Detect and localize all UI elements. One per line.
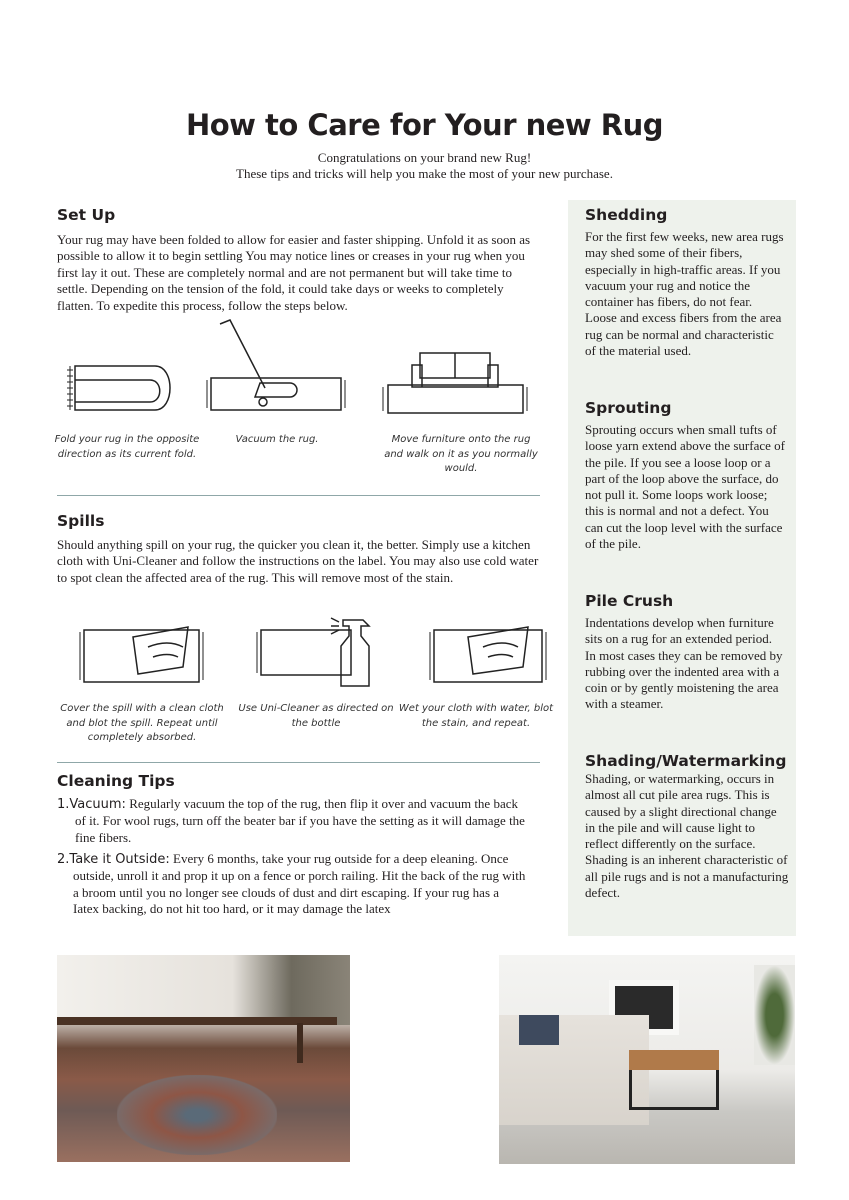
tip-label: 1.Vacuum: [57,797,126,812]
blot-cloth-illustration [78,622,208,687]
setup-step-2-caption: Vacuum the rug. [235,434,319,445]
vacuum-illustration [205,318,350,413]
spills-heading: Spills [57,512,105,530]
subtitle-line-1: Congratulations on your brand new Rug! [317,150,532,165]
section-divider [57,762,540,763]
sidebar-section-shading [585,752,790,901]
wet-cloth-illustration [428,622,548,687]
section-heading: Sprouting [585,399,672,417]
tip-text: Every 6 months, take your rug outside for a deep eleaning. Once outside, unroll it and prop it up on a fence or porch railing. Hit the back of the rug with a broom until you no longer see clouds of dust and dirt escaping. If your rug has a Iatex backing, do not hit too hard, or it may damage the latex [73,851,526,917]
setup-heading: Set Up [57,206,116,224]
section-body: Sprouting occurs when small tufts of loose yarn extend above the surface of the pile. If you see a loose loop or a part of the loop above the surface, do not pull it. Some loops work loose; this is normal and not a defect. You can cut the loop level with the surface of the pile. [585,422,785,552]
section-heading: Pile Crush [585,592,674,610]
bedroom-rug-photo [57,955,350,1162]
section-divider [57,495,540,496]
spray-bottle-illustration [255,612,395,692]
furniture-illustration [380,345,530,415]
spills-body: Should anything spill on your rug, the quicker you clean it, the better. Simply use a kitchen cloth with Uni-Cleaner and follow the instructions on the label. You may also use cold water to spot clean the affected area of the rug. This will remove most of the stain. [57,537,539,585]
tip-text: Regularly vacuum the top of the rug, then flip it over and vacuum the back of it. For wool rugs, turn off the beater bar if you have the setting as it will damage the fine fibers. [75,796,525,845]
setup-step-3-caption: Move furniture onto the rug and walk on it as you normally would. [384,434,538,474]
living-room-photo [499,955,795,1164]
sidebar-section-pile-crush [585,592,785,713]
spills-step-1-caption: Cover the spill with a clean cloth and blot the spill. Repeat until completely absorbed. [60,703,224,743]
section-body: Shading, or watermarking, occurs in almost all cut pile area rugs. This is caused by a slight directional change in the pile and will cause light to reflect differently on the surface. Shading is an inherent characteristic of all pile rugs and is not a manufacturing defect. [585,771,789,901]
cleaning-tip-vacuum [57,796,527,846]
spills-step-2-caption: Use Uni-Cleaner as directed on the bottle [238,703,394,729]
setup-body: Your rug may have been folded to allow for easier and faster shipping. Unfold it as soon as possible to allow it to begin settling You may notice lines or creases in your rug when you first lay it out. These are completely normal and are not permanent but will take time to settle. Depending on the tension of the fold, it could take days or weeks to completely flatten. To expedite this process, follow the steps below. [57,232,531,313]
tip-label: 2.Take it Outside: [57,852,170,867]
section-heading: Shedding [585,206,668,224]
page-title: How to Care for Your new Rug [185,108,664,142]
sidebar-panel [568,200,796,936]
cleaning-heading: Cleaning Tips [57,772,175,790]
setup-step-1-caption: Fold your rug in the opposite direction as its current fold. [54,434,200,460]
section-body: Indentations develop when furniture sits on a rug for an extended period. In most cases they can be removed by rubbing over the indented area with a coin or by gently moistening the area with a steamer. [585,615,783,712]
section-heading: Shading/Watermarking [585,752,787,770]
cleaning-tip-outside [57,851,527,918]
sidebar-section-shedding [585,206,785,359]
spills-step-3-caption: Wet your cloth with water, blot the stain, and repeat. [398,703,554,729]
section-body: For the first few weeks, new area rugs may shed some of their fibers, especially in high-traffic areas. If you vacuum your rug and notice the container has fibers, do not fear. Loose and excess fibers from the area rug can be normal and characteristic of the material used. [585,229,784,359]
fold-rug-illustration [65,360,175,420]
sidebar-section-sprouting [585,399,785,552]
subtitle-line-2: These tips and tricks will help you make the most of your new purchase. [236,166,613,181]
